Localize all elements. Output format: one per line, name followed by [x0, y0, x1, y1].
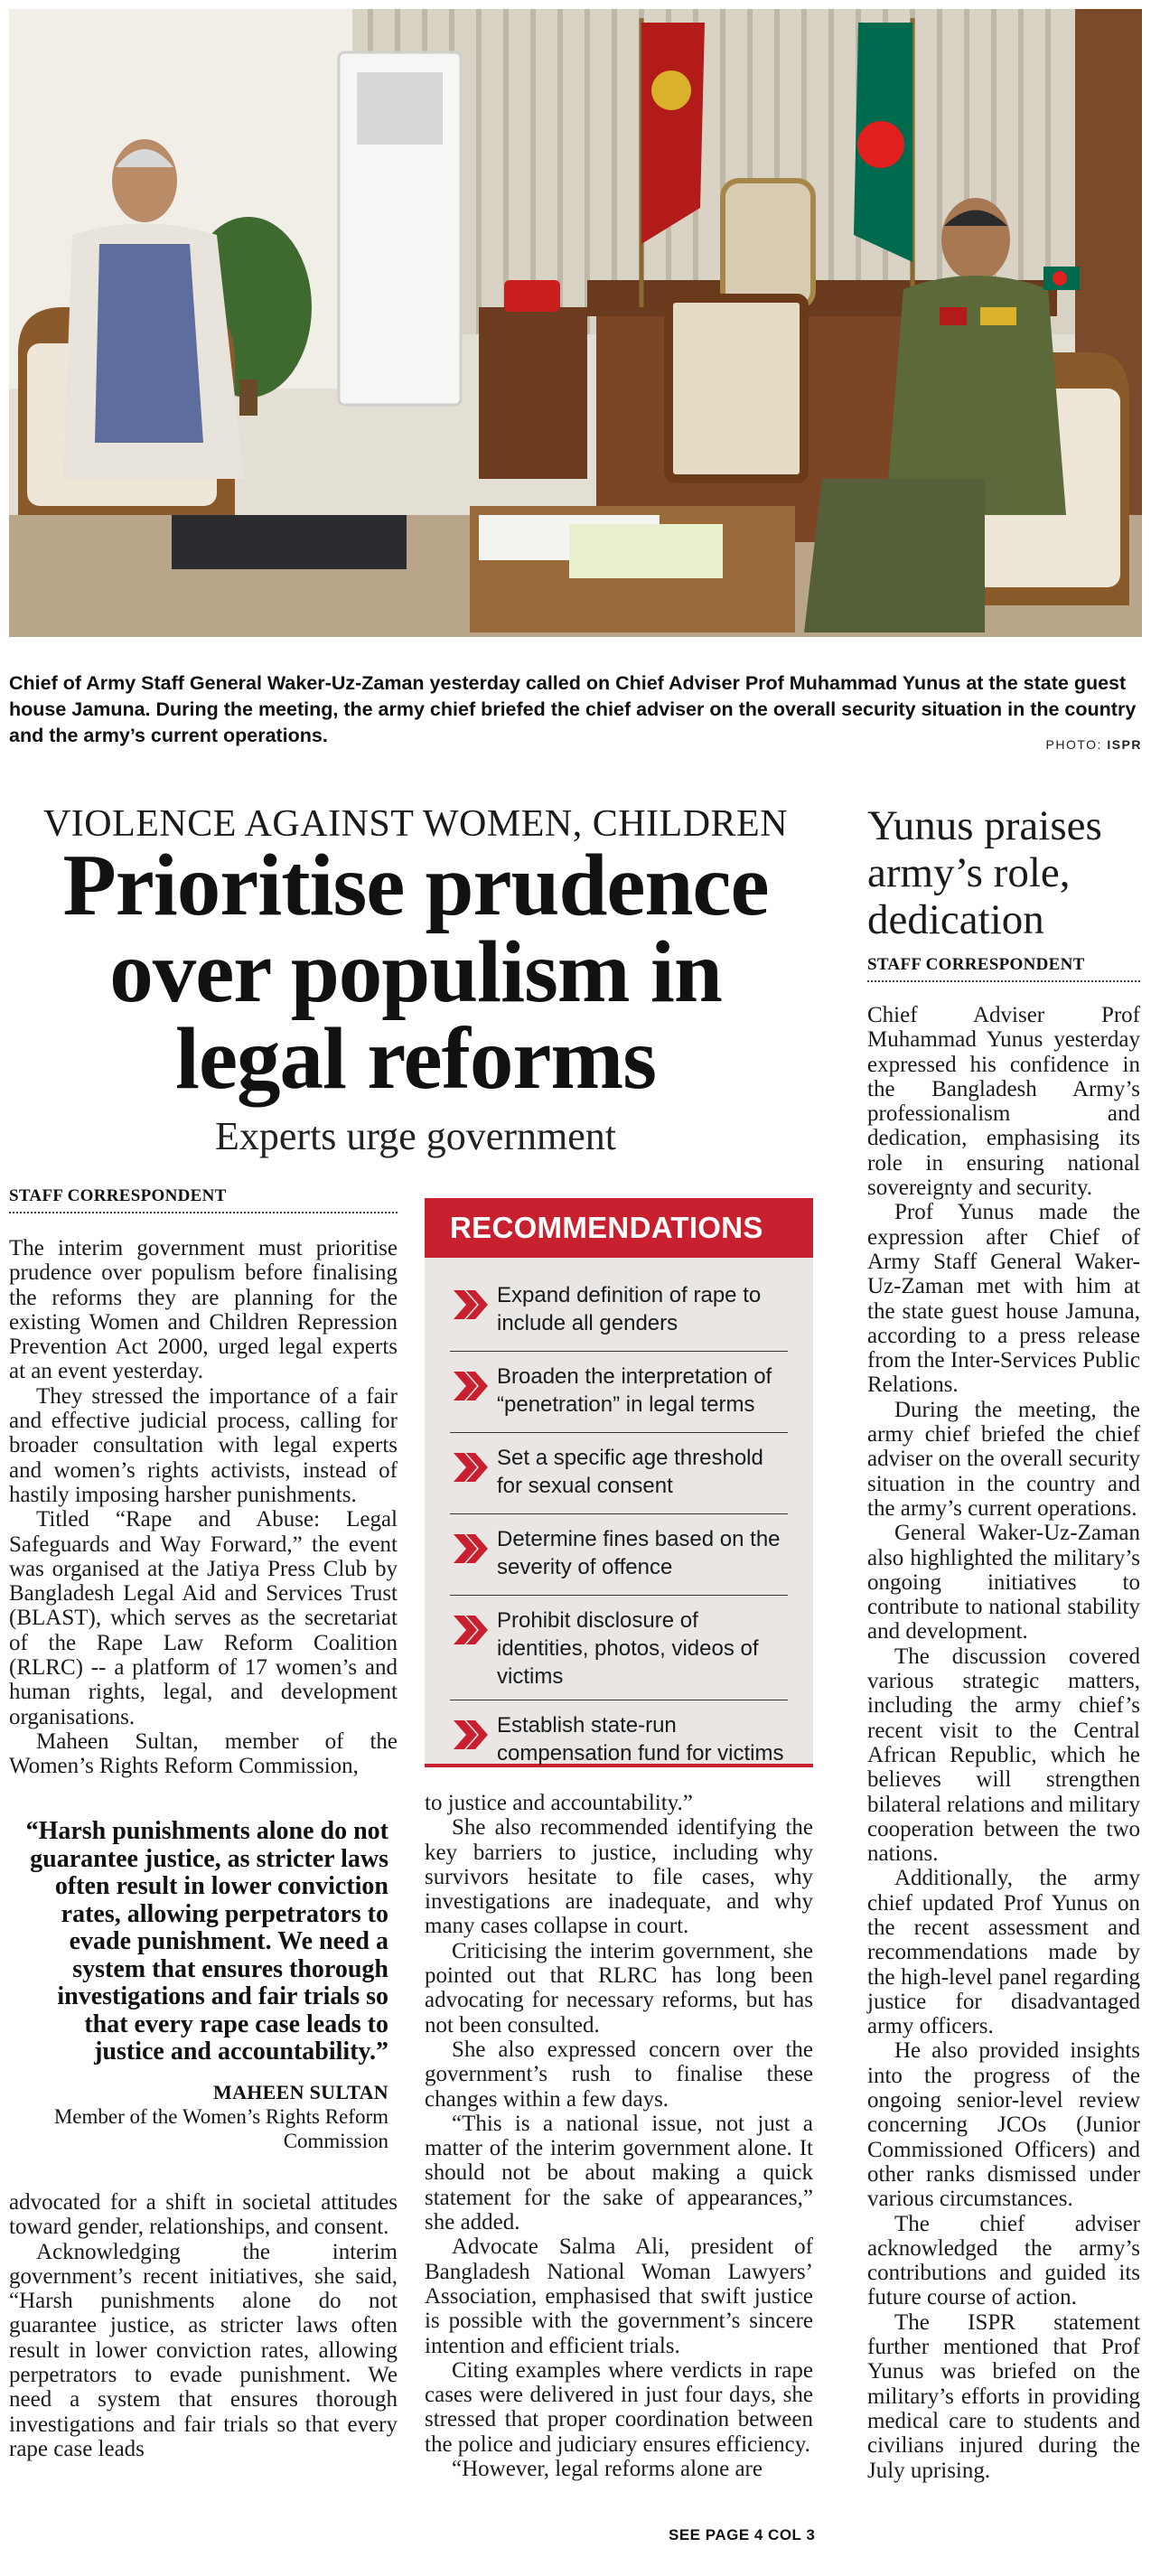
paragraph: The ISPR statement further mentioned that Prof Yunus was briefed on the military’s efforts in providing medical care to students and civilians injured during the July uprising.	[867, 2309, 1140, 2483]
side-headline: Yunus praises army’s role, dedication	[867, 802, 1102, 943]
paragraph: Titled “Rape and Abuse: Legal Safeguards and Way Forward,” the event was organised at the Jatiya Press Club by Bangladesh Legal Aid and Services Trust (BLAST), which serves as the secretariat of the Rape Law Reform Coalition (RLRC) -- a platform of 17 women’s and human rights, legal, and development organisations.	[9, 1507, 398, 1729]
recommendations-box	[425, 1198, 813, 1767]
headline-line: Prioritise prudence	[62, 837, 769, 933]
recommendation-item	[450, 1596, 788, 1700]
headline-line: over populism in	[109, 923, 722, 1020]
paragraph: She also recommended identifying the key barriers to justice, including why survivors hesitate to file cases, why investigations are inadequate, and why many cases collapse in court.	[425, 1815, 813, 1939]
paragraph: Citing examples where verdicts in rape cases were delivered in just four days, she stressed that proper coordination between the police and judiciary ensures efficiency.	[425, 2357, 813, 2457]
photo-caption: Chief of Army Staff General Waker-Uz-Zaman yesterday called on Chief Adviser Prof Muhammad Yunus at the state guest house Jamuna. During the meeting, the army chief briefed the chief adviser on the overall security situation in the country and the army’s current operations.	[9, 672, 1137, 746]
recommendation-text: Establish state-run compensation fund for victims	[497, 1713, 784, 1766]
paragraph: The discussion covered various strategic matters, including the army chief’s recent visit to the Central African Republic, which he believes will strengthen bilateral relations and military cooperation between the two nations.	[867, 1644, 1140, 1867]
pull-quote-role: Member of the Women’s Rights Reform Commission	[53, 2104, 388, 2152]
double-chevron-icon	[450, 1610, 490, 1650]
recommendation-text: Set a specific age threshold for sexual consent	[497, 1446, 763, 1498]
pull-quote-text: “Harsh punishments alone do not guarantee justice, as stricter laws often result in lower conviction rates, allowing perpetrators to evade punishment. We need a system that ensures thorough investigations and fair trials so that every rape case leads to justice and accountability.”	[25, 1817, 388, 2065]
paragraph: During the meeting, the army chief briefed the chief adviser on the overall security situation in the country and the army’s current operations.	[867, 1397, 1140, 1521]
double-chevron-icon	[450, 1285, 490, 1325]
paragraph: “This is a national issue, not just a matter of the interim government alone. It should not be about making a quick statement for the sake of appearances,” she added.	[425, 2111, 813, 2235]
recommendation-text: Broaden the interpretation of “penetration” in legal terms	[497, 1364, 772, 1417]
pull-quote-name: MAHEEN SULTAN	[213, 2080, 388, 2103]
recommendation-text: Determine fines based on the severity of offence	[497, 1527, 781, 1579]
recommendations-list	[425, 1258, 813, 1782]
side-byline: STAFF CORRESPONDENT	[867, 955, 1140, 982]
double-chevron-icon	[450, 1447, 490, 1487]
photo-credit-label: PHOTO:	[1045, 737, 1102, 752]
main-column-1-top	[9, 1236, 398, 1779]
photo-credit-source: ISPR	[1107, 737, 1142, 752]
paragraph: The interim government must prioritise prudence over populism before finalising the reforms they are planning for the existing Women and Children Repression Prevention Act 2000, urged legal experts at an event yesterday.	[9, 1236, 398, 1384]
photo-illustration	[9, 9, 1142, 637]
paragraph: Prof Yunus made the expression after Chief of Army Staff General Waker-Uz-Zaman met with him at the state guest house Jamuna, according to a press release from the Inter-Services Public Relations.	[867, 1200, 1140, 1398]
paragraph: Maheen Sultan, member of the Women’s Rights Reform Commission,	[9, 1728, 398, 1779]
headline-line: legal reforms	[175, 1010, 656, 1107]
recommendation-item	[450, 1352, 788, 1433]
recommendation-text: Expand definition of rape to include all genders	[497, 1283, 762, 1335]
double-chevron-icon	[450, 1366, 490, 1406]
recommendation-item	[450, 1270, 788, 1352]
recommendation-text: Prohibit disclosure of identities, photos, videos of victims	[497, 1608, 759, 1689]
main-subhead: Experts urge government	[215, 1114, 616, 1158]
double-chevron-icon	[450, 1529, 490, 1569]
recommendations-title: RECOMMENDATIONS	[425, 1198, 813, 1258]
pull-quote	[9, 1818, 388, 2153]
paragraph: General Waker-Uz-Zaman also highlighted the military’s ongoing initiatives to contribute to national stability and development.	[867, 1521, 1140, 1644]
paragraph: Advocate Salma Ali, president of Bangladesh National Woman Lawyers’ Association, emphasised that swift justice is possible with the government’s sincere intention and efficient trials.	[425, 2234, 813, 2358]
paragraph: Additionally, the army chief updated Prof Yunus on the recent assessment and recommendations made by the high-level panel regarding justice for disadvantaged army officers.	[867, 1866, 1140, 2039]
recommendation-item	[450, 1433, 788, 1514]
paragraph: She also expressed concern over the government’s rush to finalise these changes within a few days.	[425, 2037, 813, 2112]
double-chevron-icon	[450, 1715, 490, 1755]
recommendation-item	[450, 1514, 788, 1596]
main-byline: STAFF CORRESPONDENT	[9, 1186, 398, 1213]
paragraph: to justice and accountability.”	[425, 1791, 693, 1815]
news-photo	[9, 9, 1142, 637]
paragraph: Acknowledging the interim government’s recent initiatives, she said, “Harsh punishments alone do not guarantee justice, as stricter laws often result in lower conviction rates, allowing perpetrators to evade punishment. We need a system that ensures thorough investigations and fair trials so that every rape case leads	[9, 2239, 398, 2461]
side-column	[867, 1003, 1140, 2483]
paragraph: He also provided insights into the progress of the ongoing senior-level review concerning JCOs (Junior Commissioned Officers) and other ranks dismissed under various circumstances.	[867, 2038, 1140, 2212]
paragraph: Chief Adviser Prof Muhammad Yunus yesterday expressed his confidence in the Bangladesh Army’s professionalism and dedication, emphasising its role in ensuring national sovereignty and security.	[867, 1003, 1140, 1201]
paragraph: The chief adviser acknowledged the army’s contributions and guided its future course of action.	[867, 2211, 1140, 2310]
paragraph: They stressed the importance of a fair and effective judicial process, calling for broader consultation with legal experts and women’s rights activists, instead of hastily imposing harsher punishments.	[9, 1383, 398, 1507]
main-column-1-bottom	[9, 2190, 398, 2461]
continuation-jump[interactable]: SEE PAGE 4 COL 3	[669, 2526, 816, 2543]
paragraph: advocated for a shift in societal attitudes toward gender, relationships, and consent.	[9, 2190, 398, 2240]
photo-credit	[1046, 737, 1143, 752]
paragraph: “However, legal reforms alone are	[452, 2457, 763, 2482]
recommendation-item	[450, 1700, 788, 1782]
paragraph: Criticising the interim government, she pointed out that RLRC has long been advocating for necessary reforms, but has not been consulted.	[425, 1938, 813, 2037]
main-kicker: VIOLENCE AGAINST WOMEN, CHILDREN	[42, 803, 789, 845]
main-headline	[9, 837, 822, 1107]
main-column-2	[425, 1791, 813, 2481]
